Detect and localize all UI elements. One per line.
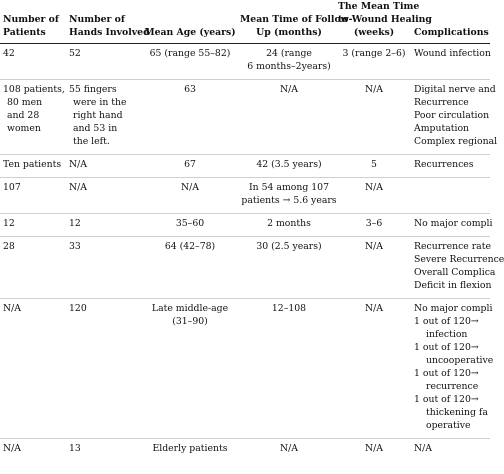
cell-followup (240, 214, 338, 237)
cell-complications (410, 439, 490, 462)
cell-text: infection (426, 329, 468, 340)
cell-text: 108 patients, (3, 84, 65, 95)
cell-followup (240, 80, 338, 155)
header-text: Hands Involved (69, 27, 150, 38)
cell-text: thickening fa (426, 407, 488, 418)
cell-followup (240, 44, 338, 80)
cell-hands (62, 155, 140, 178)
cell-hands (62, 178, 140, 214)
cell-text: Amputation (414, 123, 470, 134)
cell-text: N/A (365, 182, 383, 193)
header-text: Number of (69, 14, 125, 25)
cell-text: Recurrence rate (414, 241, 491, 252)
cell-text: Ten patients (3, 159, 62, 170)
cell-healing (338, 439, 410, 462)
cell-text: and 28 (7, 110, 40, 121)
header-text: Up (months) (256, 27, 322, 38)
cell-text: Recurrence (414, 97, 469, 108)
cell-text: N/A (365, 303, 383, 314)
cell-healing (338, 299, 410, 439)
cell-text: N/A (365, 84, 383, 95)
cell-text: 64 (42–78) (164, 241, 216, 252)
table-row (0, 237, 490, 299)
cell-text: 63 (184, 84, 196, 95)
cell-text: N/A (365, 443, 383, 454)
cell-text: 1 out of 120→ (414, 342, 479, 353)
cell-patients (0, 299, 62, 439)
cell-text: 12 (69, 218, 81, 229)
cell-text: 2 months (267, 218, 311, 229)
cell-text: Poor circulation (414, 110, 490, 121)
cell-age (140, 439, 240, 462)
cell-patients (0, 237, 62, 299)
cell-text: 120 (69, 303, 87, 314)
cell-healing (338, 80, 410, 155)
header-followup (240, 0, 353, 44)
cell-healing (338, 214, 410, 237)
cell-hands (62, 237, 140, 299)
cell-text: Recurrences (414, 159, 474, 170)
header-text: Mean Age (years) (144, 27, 236, 38)
cell-age (140, 44, 240, 80)
header-row (0, 0, 490, 44)
cell-hands (62, 214, 140, 237)
cell-text: (31–90) (172, 316, 208, 327)
cell-text: N/A (69, 182, 87, 193)
cell-text: 30 (2.5 years) (256, 241, 322, 252)
cell-followup (240, 299, 338, 439)
cell-text: N/A (69, 159, 87, 170)
header-text: The Mean Time (338, 1, 420, 12)
cell-age (140, 178, 240, 214)
cell-text: 1 out of 120→ (414, 316, 479, 327)
cell-text: 24 (range (266, 48, 312, 59)
cell-text: 3–6 (365, 218, 383, 229)
cell-text: 28 (3, 241, 15, 252)
cell-text: uncooperative (426, 355, 494, 366)
cell-healing (338, 178, 410, 214)
cell-age (140, 299, 240, 439)
cell-healing (338, 237, 410, 299)
cell-text: 65 (range 55–82) (149, 48, 231, 59)
cell-text: Late middle-age (151, 303, 229, 314)
cell-hands (62, 44, 140, 80)
cell-text: Overall Complica (414, 267, 496, 278)
cell-text: 13 (69, 443, 81, 454)
header-text: Number of (3, 14, 59, 25)
cell-text: Elderly patients (152, 443, 228, 454)
cell-age (140, 237, 240, 299)
cell-patients (0, 439, 62, 462)
header-text: to Wound Healing (338, 14, 432, 25)
cell-age (140, 214, 240, 237)
cell-text: N/A (280, 84, 298, 95)
cell-text: No major compli (414, 218, 493, 229)
cell-complications (410, 214, 493, 237)
header-age (140, 0, 240, 44)
cell-text: women (7, 123, 41, 134)
cell-text: operative (426, 420, 471, 431)
header-text: Complications (414, 27, 489, 38)
cell-followup (240, 178, 338, 214)
cell-text: recurrence (426, 381, 479, 392)
cell-complications (410, 44, 490, 80)
table-row (0, 299, 490, 439)
cell-text: 1 out of 120→ (414, 394, 479, 405)
cell-text: 6 months–2years) (247, 61, 331, 72)
cell-text: 3 (range 2–6) (342, 48, 406, 59)
cell-followup (240, 439, 338, 462)
cell-text: Severe Recurrence (414, 254, 504, 265)
cell-text: 35–60 (175, 218, 205, 229)
cell-text: 42 (3, 48, 15, 59)
cell-text: 107 (3, 182, 21, 193)
cell-age (140, 155, 240, 178)
table-row (0, 178, 490, 214)
cell-complications (410, 178, 490, 214)
cell-text: In 54 among 107 (249, 182, 329, 193)
cell-text: were in the (73, 97, 127, 108)
cell-text: 80 men (7, 97, 43, 108)
cell-patients (0, 80, 65, 155)
cell-complications (410, 80, 498, 155)
cell-text: Digital nerve and (414, 84, 496, 95)
cell-text: N/A (280, 443, 298, 454)
cell-age (140, 80, 240, 155)
cell-patients (0, 155, 62, 178)
cell-text: N/A (365, 241, 383, 252)
cell-text: 42 (3.5 years) (256, 159, 322, 170)
cell-hands (62, 299, 140, 439)
cell-text: 12 (3, 218, 15, 229)
header-hands (62, 0, 150, 44)
cell-text: 67 (184, 159, 196, 170)
table-row (0, 44, 490, 80)
cell-text: Complex regional (414, 136, 498, 147)
cell-text: Wound infection (414, 48, 491, 59)
cell-hands (62, 80, 140, 155)
table-row (0, 80, 490, 155)
cell-text: No major compli (414, 303, 493, 314)
cell-complications (410, 155, 490, 178)
cell-followup (240, 237, 338, 299)
cell-healing (338, 44, 410, 80)
cell-text: N/A (3, 443, 21, 454)
cell-text: patients → 5.6 years (241, 195, 337, 206)
cell-text: and 53 in (73, 123, 118, 134)
cell-text: right hand (73, 110, 123, 121)
cell-followup (240, 155, 338, 178)
cell-complications (410, 299, 494, 439)
cell-text: the left. (73, 136, 110, 147)
header-healing (338, 0, 432, 44)
cell-text: N/A (414, 443, 432, 454)
cell-patients (0, 44, 62, 80)
table-row (0, 214, 490, 237)
cell-text: 55 fingers (69, 84, 117, 95)
cell-text: N/A (3, 303, 21, 314)
cell-patients (0, 214, 62, 237)
cell-text: 1 out of 120→ (414, 368, 479, 379)
header-patients (0, 0, 62, 44)
header-text: Mean Time of Follow- (240, 14, 353, 25)
table-row (0, 155, 490, 178)
cell-text: 33 (69, 241, 81, 252)
cell-text: 5 (371, 159, 377, 170)
cell-patients (0, 178, 62, 214)
cell-healing (338, 155, 410, 178)
table-row (0, 439, 490, 462)
header-text: Patients (3, 27, 46, 38)
cell-text: 52 (69, 48, 81, 59)
cell-text: N/A (181, 182, 199, 193)
header-text: (weeks) (353, 27, 395, 38)
cell-text: 12–108 (271, 303, 307, 314)
cell-complications (410, 237, 504, 299)
cell-hands (62, 439, 140, 462)
cell-text: Deficit in flexion (414, 280, 492, 291)
